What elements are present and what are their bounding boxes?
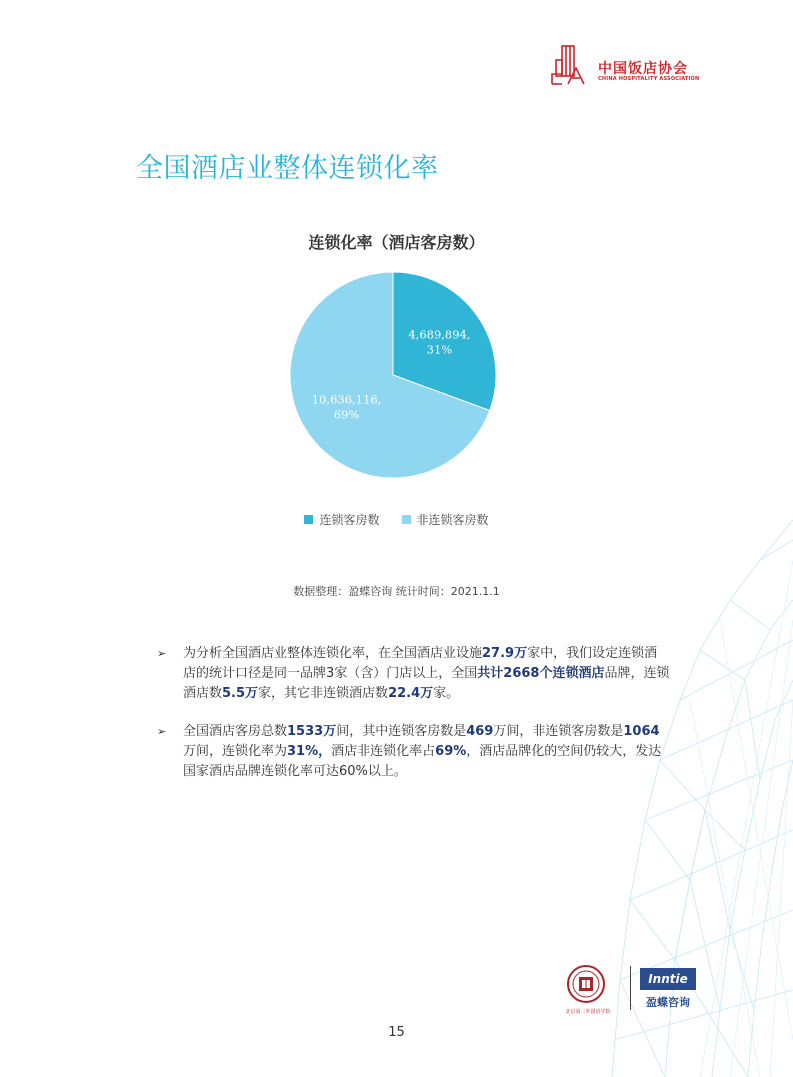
- highlight-text: 69%: [435, 744, 467, 759]
- university-seal-icon: [566, 964, 606, 1004]
- org-name: 中国饭店协会: [598, 61, 688, 77]
- body-text: 万间，连锁化率为: [183, 744, 288, 759]
- arrow-bullet-icon: ➢: [157, 647, 167, 660]
- bullet-item-1: [155, 644, 670, 704]
- pie-chart: [0, 0, 793, 520]
- pie-label-2: 10,636,116, 69%: [311, 392, 382, 422]
- body-text: 家，其它非连锁酒店数: [258, 686, 389, 701]
- bullet-list: [155, 644, 670, 800]
- highlight-text: 1533万: [287, 724, 337, 739]
- page-title: 全国酒店业整体连锁化率: [136, 153, 439, 184]
- legend-item-1: [304, 511, 379, 528]
- legend-label: 非连锁客房数: [416, 513, 489, 527]
- body-text: 间，其中连锁客房数是: [336, 724, 467, 739]
- highlight-text: 27.9万: [482, 646, 528, 661]
- highlight-text: 5.5万: [222, 686, 259, 701]
- legend-swatch: [304, 515, 313, 524]
- inntie-logo: Inntie: [640, 968, 696, 990]
- legend-item-2: [402, 511, 489, 528]
- legend-label: 连锁客房数: [319, 513, 380, 527]
- page-number: 15: [388, 1025, 405, 1040]
- inntie-name: 盈蝶咨询: [646, 996, 690, 1009]
- highlight-text: 22.4万: [388, 686, 434, 701]
- data-source-note: 数据整理：盈蝶咨询 统计时间：2021.1.1: [293, 585, 500, 598]
- body-text: 家中，我们设定连锁酒店的统计口径是同一品牌3家（含）门店以上，全国: [183, 646, 658, 681]
- highlight-text: 共计2668个连锁酒店: [477, 666, 605, 681]
- chart-legend: [0, 511, 793, 528]
- body-text: 为分析全国酒店业整体连锁化率，在全国酒店业设施: [183, 646, 483, 661]
- body-text: 全国酒店客房总数: [183, 724, 288, 739]
- body-text: ，酒店品牌化的空间仍较大，发达国家酒店品牌连锁化率可达60%以上。: [183, 744, 662, 779]
- pie-label-1: 4,689,894, 31%: [408, 327, 471, 357]
- arrow-bullet-icon: ➢: [157, 725, 167, 738]
- body-text: 品牌，连锁酒店数: [183, 666, 670, 701]
- legend-swatch: [402, 515, 411, 524]
- body-text: 家。: [433, 686, 460, 701]
- bullet-item-2: [155, 722, 670, 782]
- highlight-text: 31%，: [287, 744, 332, 759]
- body-text: 酒店非连锁化率占: [331, 744, 436, 759]
- chart-title: 连锁化率（酒店客房数）: [308, 233, 485, 252]
- highlight-text: 1064: [623, 724, 660, 739]
- highlight-text: 469: [466, 724, 494, 739]
- org-subtitle: CHINA HOSPITALITY ASSOCIATION: [598, 76, 700, 82]
- footer-logos: [548, 962, 708, 1022]
- university-name: 北京第二外国语学院: [565, 1009, 611, 1015]
- logo-divider: [630, 966, 631, 1010]
- body-text: 万间，非连锁客房数是: [493, 724, 624, 739]
